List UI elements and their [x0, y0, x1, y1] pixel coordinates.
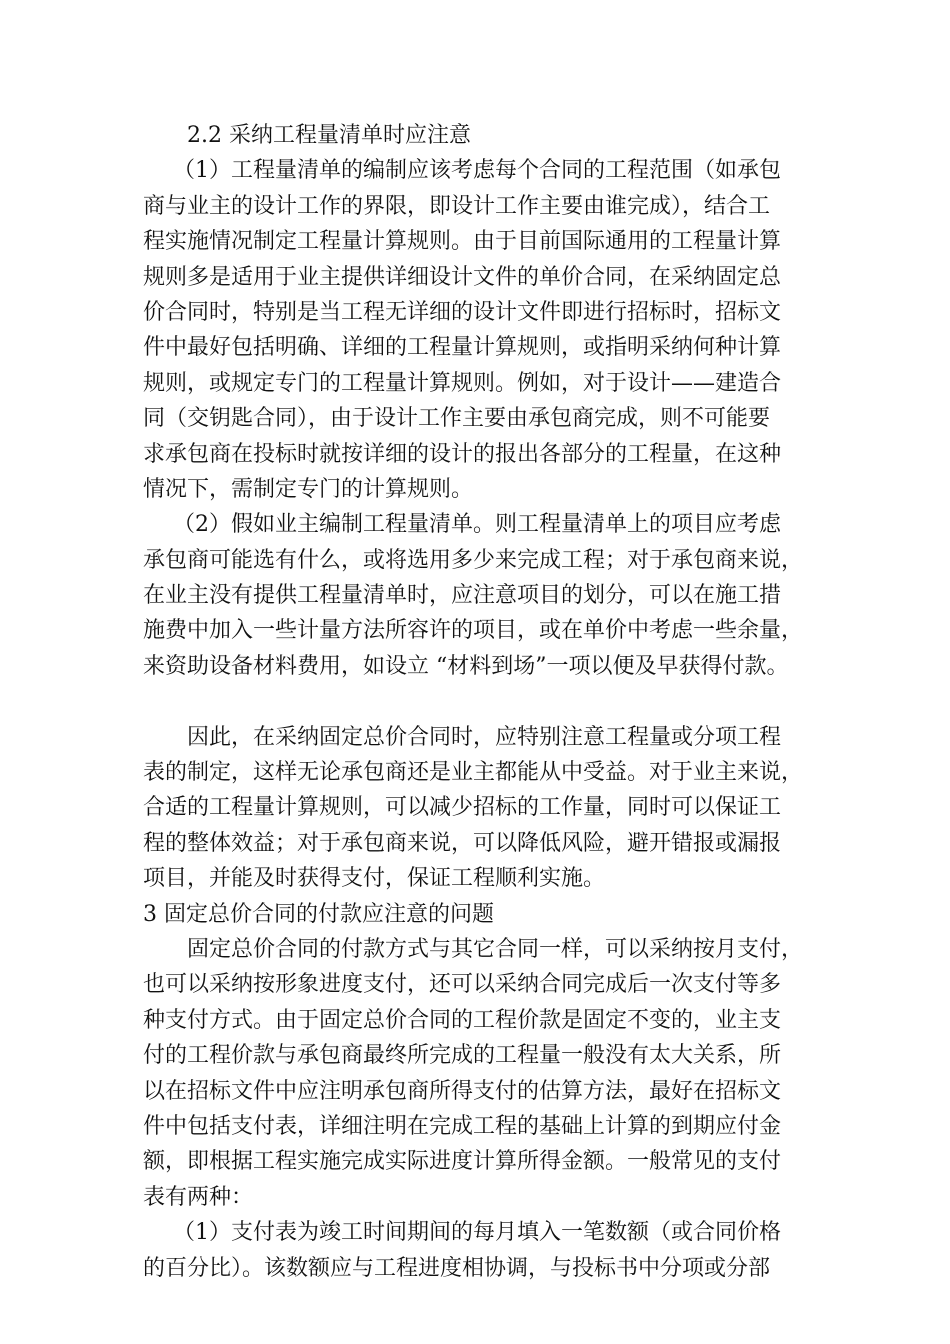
text-line: 因此，在采纳固定总价合同时，应特别注意工程量或分项工程 [187, 724, 782, 750]
text-line: 额，即根据工程实施完成实际进度计算所得金额。一般常见的支付 [143, 1149, 782, 1175]
section-heading-3: 3 固定总价合同的付款应注意的问题 [143, 901, 494, 927]
section-heading-2-2: 2.2 采纳工程量清单时应注意 [187, 123, 471, 148]
text-line: 价合同时，特别是当工程无详细的设计文件即进行招标时，招标文 [143, 299, 782, 325]
paragraph-1 [143, 153, 808, 507]
blank-line [143, 684, 808, 719]
text-line: 规则，或规定专门的工程量计算规则。例如，对于设计——建造合 [143, 370, 782, 396]
text-line: 表有两种： [143, 1184, 254, 1210]
text-line: 种支付方式。由于固定总价合同的工程价款是固定不变的，业主支 [143, 1007, 782, 1033]
text-line: 固定总价合同的付款方式与其它合同一样，可以采纳按月支付， [187, 936, 804, 962]
text-line: 同（交钥匙合同），由于设计工作主要由承包商完成，则不可能要 [143, 406, 771, 432]
text-line: 付的工程价款与承包商最终所完成的工程量一般没有太大关系，所 [143, 1043, 782, 1069]
text-line: 件中最好包括明确、详细的工程量计算规则，或指明采纳何种计算 [143, 335, 782, 361]
text-line: 合适的工程量计算规则，可以减少招标的工作量，同时可以保证工 [143, 795, 782, 821]
text-line: 程实施情况制定工程量计算规则。由于目前国际通用的工程量计算 [143, 229, 782, 255]
text-line: 承包商可能选有什么，或将选用多少来完成工程；对于承包商来说， [143, 547, 804, 573]
text-line: 也可以采纳按形象进度支付，还可以采纳合同完成后一次支付等多 [143, 972, 782, 998]
document-body [143, 118, 808, 1286]
paragraph-5 [143, 1215, 808, 1286]
text-line: 在业主没有提供工程量清单时，应注意项目的划分，可以在施工措 [143, 583, 782, 609]
text-line: 来资助设备材料费用，如设立 “材料到场”一项以便及早获得付款。 [143, 653, 789, 679]
text-line: （2）假如业主编制工程量清单。则工程量清单上的项目应考虑 [173, 512, 781, 538]
paragraph-3 [143, 720, 808, 897]
text-line: 项目，并能及时获得支付，保证工程顺利实施。 [143, 866, 606, 892]
text-line: 情况下，需制定专门的计算规则。 [143, 476, 474, 502]
text-line: 表的制定，这样无论承包商还是业主都能从中受益。对于业主来说， [143, 760, 804, 786]
text-line: 件中包括支付表，详细注明在完成工程的基础上计算的到期应付金 [143, 1113, 782, 1139]
text-line: （1）支付表为竣工时间期间的每月填入一笔数额（或合同价格 [173, 1220, 781, 1246]
text-line: 求承包商在投标时就按详细的设计的报出各部分的工程量，在这种 [143, 441, 782, 467]
text-line: 程的整体效益；对于承包商来说，可以降低风险，避开错报或漏报 [143, 830, 782, 856]
text-line: 施费中加入一些计量方法所容许的项目，或在单价中考虑一些余量， [143, 618, 804, 644]
text-line: 商与业主的设计工作的界限，即设计工作主要由谁完成），结合工 [143, 193, 771, 219]
text-line: （1）工程量清单的编制应该考虑每个合同的工程范围（如承包 [173, 158, 781, 184]
text-line: 规则多是适用于业主提供详细设计文件的单价合同，在采纳固定总 [143, 264, 782, 290]
text-line: 的百分比）。该数额应与工程进度相协调，与投标书中分项或分部 [143, 1255, 771, 1281]
paragraph-2 [143, 507, 808, 684]
paragraph-4 [143, 932, 808, 1215]
text-line: 以在招标文件中应注明承包商所得支付的估算方法，最好在招标文 [143, 1078, 782, 1104]
